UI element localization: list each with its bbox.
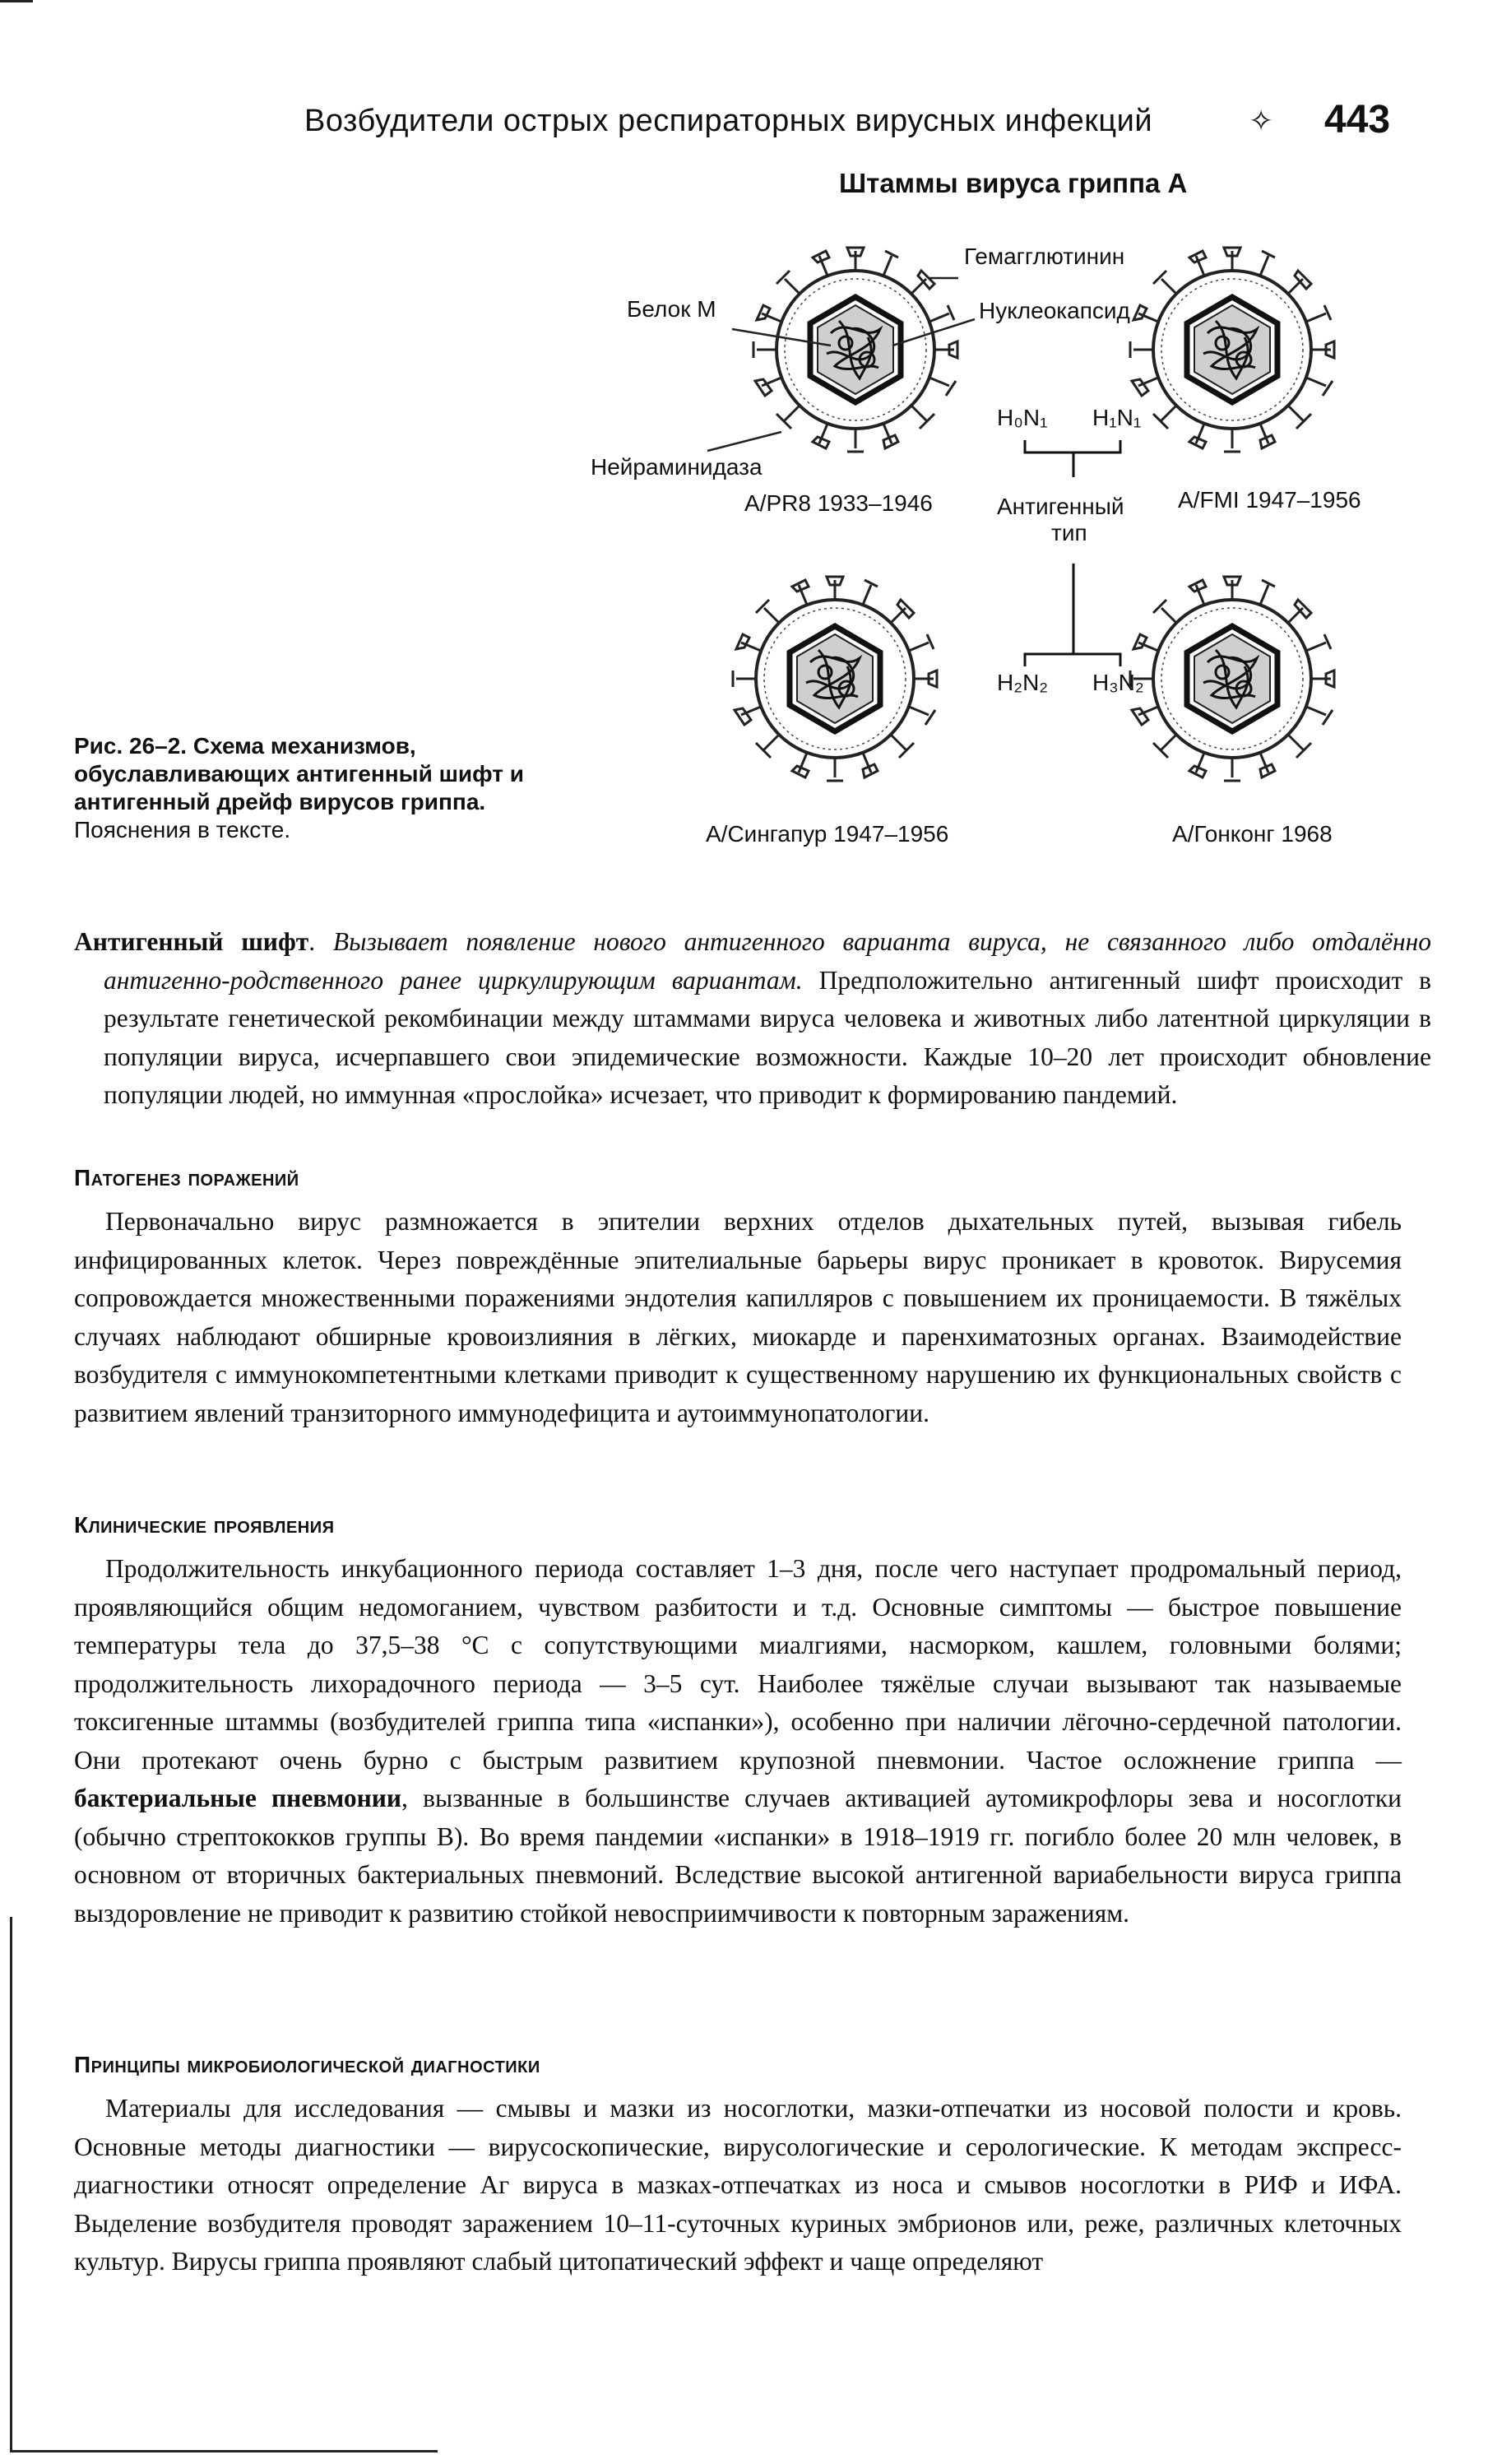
- virion-pr8: [753, 248, 957, 452]
- figure-caption: [74, 732, 600, 844]
- antigen-h0n1: H₀N₁: [997, 405, 1048, 430]
- virion-singapore: [733, 577, 937, 781]
- clinical-text-before: Продолжительность инкубационного периода составляет 1–3 дня, после чего наступает продромальный период, проявляющийся общим недомоганием, чувством разбитости и т.д. Основные симптомы — быстрое повышение температуры тела до 37,5–38 °С с сопутствующими миалгиями, насморком, кашлем, головными болями; продолжительность лихорадочного периода — 3–5 сут. Наиболее тяжёлые случаи вызывают так называемые токсигенные штаммы (возбудителей гриппа типа «испанки»), особенно при наличии лёгочно-сердечной патологии. Они протекают очень бурно с быстрым развитием крупозной пневмонии. Частое осложнение гриппа —: [74, 1554, 1402, 1775]
- shift-rest: Предположительно антигенный шифт происходит в результате генетической рекомбинации между штаммами вируса человека и животных либо латентной циркуляции в популяции вируса, исчерпавшего свои эпидемические возможности. Каждые 10–20 лет происходит обновление популяции людей, но иммунная «прослойка» исчезает, что приводит к формированию пандемий.: [104, 965, 1432, 1109]
- neuraminidase-leader: [707, 432, 781, 451]
- running-title: Возбудители острых респираторных вирусных инфекций: [304, 104, 1153, 138]
- strain-fmi: А/FMI 1947–1956: [1178, 487, 1361, 513]
- antigen-type-label-2: тип: [1051, 520, 1087, 545]
- strain-singapore: А/Сингапур 1947–1956: [706, 821, 949, 847]
- shift-paragraph: Антигенный шифт. Вызывает появление нового антигенного варианта вируса, не связанного либо отдалённо антигенно-родственного ранее циркулирующим вариантам. Предположительно антигенный шифт происходит в результате генетической рекомбинации между штаммами вируса человека и животных либо латентной циркуляции в популяции вируса, исчерпавшего свои эпидемические возможности. Каждые 10–20 лет происходит обновление популяции людей, но иммунная «прослойка» исчезает, что приводит к формированию пандемий.: [74, 927, 1432, 1109]
- label-protein-m: Белок М: [627, 296, 716, 322]
- figure-title: Штаммы вируса гриппа А: [839, 168, 1188, 198]
- clinical-bold: бактериальные пневмонии: [74, 1784, 402, 1812]
- top-bracket: [1025, 440, 1120, 452]
- heading-clinical: Клинические проявления: [74, 1512, 335, 1538]
- shift-term: Антигенный шифт: [74, 927, 309, 956]
- bottom-bracket: [1025, 654, 1120, 666]
- left-edge-rule: [10, 1917, 12, 2452]
- virion-fmi: [1130, 248, 1334, 452]
- header-ornament: ✧: [1249, 104, 1274, 137]
- virion-hongkong: [1130, 577, 1334, 781]
- antigen-h1n1: H₁N₁: [1092, 405, 1142, 430]
- heading-pathogenesis: Патогенез поражений: [74, 1165, 299, 1190]
- caption-bold: Схема механизмов, обуславливающих антигенный шифт и антигенный дрейф вирусов гриппа.: [74, 733, 524, 814]
- caption-number: Рис. 26–2.: [74, 733, 188, 759]
- label-nucleocapsid: Нуклеокапсид: [979, 298, 1130, 323]
- page-number: 443: [1324, 98, 1391, 142]
- heading-diagnostics: Принципы микробиологической диагностики: [74, 2052, 540, 2077]
- antigen-h2n2: H₂N₂: [997, 670, 1049, 695]
- shift-italic: Вызывает появление нового антигенного варианта вируса, не связанного либо отдалённо антигенно-родственного ранее циркулирующим вариантам.: [104, 927, 1432, 995]
- caption-normal: Пояснения в тексте.: [74, 817, 291, 842]
- label-hemagglutinin: Гемагглютинин: [964, 244, 1125, 269]
- clinical-text-after: , вызванные в большинстве случаев активацией аутомикрофлоры зева и носоглотки (обычно стрептококков группы В). Во время пандемии «испанки» в 1918–1919 гг. погибло более 20 млн человек, в основном от вторичных бактериальных пневмоний. Вследствие высокой антигенной вариабельности вируса гриппа выздоровление не приводит к развитию стойкой невосприимчивости к повторным заражениям.: [74, 1784, 1402, 1928]
- antigen-h3n2: H₃N₂: [1092, 670, 1144, 695]
- strain-hongkong: А/Гонконг 1968: [1172, 821, 1333, 847]
- label-neuraminidase: Нейраминидаза: [591, 454, 763, 480]
- antigen-type-label-1: Антигенный: [997, 494, 1124, 519]
- clinical-text: [74, 1550, 1402, 1933]
- diagnostics-text: Материалы для исследования — смывы и мазки из носоглотки, мазки-отпечатки из носовой полости и кровь. Основные методы диагностики — вирусоскопические, вирусологические и серологические. К методам экспресс-диагностики относят определение Аг вируса в мазках-отпечатках из носа и смывов носоглотки в РИФ и ИФА. Выделение возбудителя проводят заражением 10–11-суточных куриных эмбрионов или, реже, различных клеточных культур. Вирусы гриппа проявляют слабый цитопатический эффект и чаще определяют: [74, 2094, 1402, 2276]
- bottom-edge-rule: [10, 2450, 438, 2452]
- pathogenesis-text: Первоначально вирус размножается в эпителии верхних отделов дыхательных путей, вызывая гибель инфицированных клеток. Через повреждённые эпителиальные барьеры вирус проникает в кровоток. Вирусемия сопровождается множественными поражениями эндотелия капилляров с повышением их проницаемости. В тяжёлых случаях наблюдают обширные кровоизлияния в лёгких, миокарде и паренхиматозных органах. Взаимодействие возбудителя с иммунокомпетентными клетками приводит к существенному нарушению их функциональных свойств с развитием явлений транзиторного иммунодефицита и аутоиммунопатологии.: [74, 1207, 1402, 1427]
- strain-pr8: А/PR8 1933–1946: [744, 490, 933, 516]
